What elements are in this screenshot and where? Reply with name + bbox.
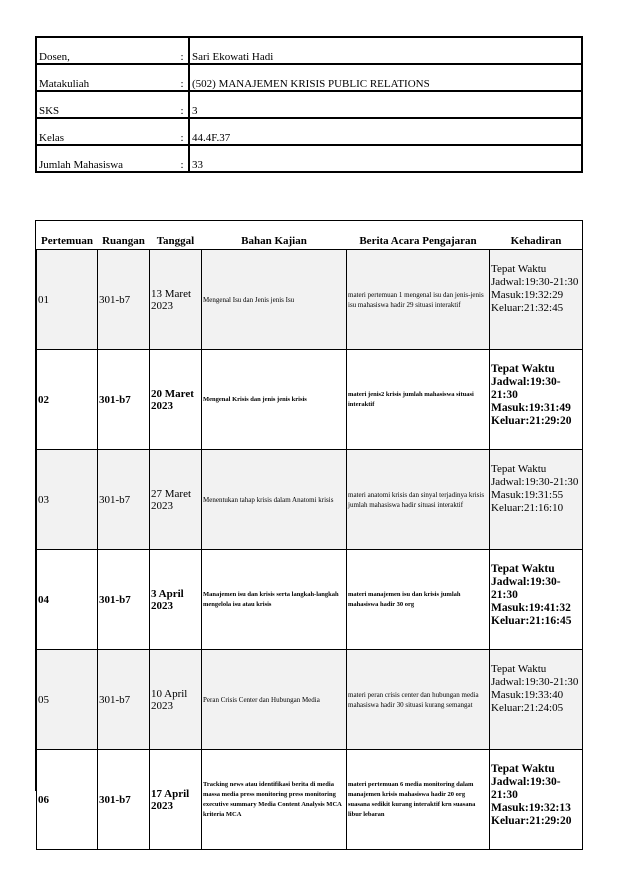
info-value: (502) MANAJEMEN KRISIS PUBLIC RELATIONS bbox=[189, 64, 582, 91]
cell-bahan-kajian: Mengenal Isu dan Jenis jenis Isu bbox=[202, 250, 347, 350]
kehadiran-jadwal: Jadwal:19:30-21:30 bbox=[491, 276, 579, 288]
table-row bbox=[37, 450, 583, 550]
kehadiran-masuk: Masuk:19:33:40 bbox=[491, 689, 564, 701]
kehadiran-keluar: Keluar:21:32:45 bbox=[491, 302, 564, 314]
kehadiran-keluar: Keluar:21:29:20 bbox=[491, 415, 572, 427]
info-label: Matakuliah bbox=[36, 64, 176, 91]
kehadiran-jadwal: Jadwal:19:30-21:30 bbox=[491, 576, 561, 601]
cell-tanggal: 27 Maret 2023 bbox=[150, 450, 202, 550]
attendance-table bbox=[36, 232, 583, 850]
cell-tanggal: 3 April 2023 bbox=[150, 550, 202, 650]
kehadiran-status: Tepat Waktu bbox=[491, 463, 547, 475]
kehadiran-status: Tepat Waktu bbox=[491, 363, 555, 375]
cell-berita-acara: materi anatomi krisis dan sinyal terjadinya krisis jumlah mahasiswa hadir situasi interaktif bbox=[347, 450, 490, 550]
info-row-sks bbox=[36, 91, 582, 118]
cell-bahan-kajian: Tracking news atau identifikasi berita di media massa media press monitoring press monitoring executive summary Media Content Analysis MCA kriteria MCA bbox=[202, 750, 347, 850]
kehadiran-status: Tepat Waktu bbox=[491, 763, 555, 775]
info-value: Sari Ekowati Hadi bbox=[189, 37, 582, 64]
cell-ruangan: 301-b7 bbox=[98, 350, 150, 450]
kehadiran-masuk: Masuk:19:41:32 bbox=[491, 602, 571, 614]
kehadiran-masuk: Masuk:19:31:55 bbox=[491, 489, 564, 501]
info-label: Dosen, bbox=[36, 37, 176, 64]
header-tanggal: Tanggal bbox=[156, 234, 195, 247]
info-separator: : bbox=[176, 118, 189, 145]
cell-pertemuan: 01 bbox=[37, 250, 98, 350]
cell-tanggal: 10 April 2023 bbox=[150, 650, 202, 750]
header-pertemuan: Pertemuan bbox=[41, 234, 93, 247]
table-row bbox=[37, 350, 583, 450]
kehadiran-jadwal: Jadwal:19:30-21:30 bbox=[491, 476, 579, 488]
cell-tanggal: 20 Maret 2023 bbox=[150, 350, 202, 450]
kehadiran-jadwal: Jadwal:19:30-21:30 bbox=[491, 676, 579, 688]
cell-bahan-kajian: Peran Crisis Center dan Hubungan Media bbox=[202, 650, 347, 750]
cell-pertemuan: 03 bbox=[37, 450, 98, 550]
kehadiran-masuk: Masuk:19:32:29 bbox=[491, 289, 564, 301]
cell-kehadiran bbox=[490, 650, 583, 750]
info-row-dosen bbox=[36, 37, 582, 64]
cell-berita-acara: materi manajemen isu dan krisis jumlah mahasiswa hadir 30 org bbox=[347, 550, 490, 650]
info-value: 3 bbox=[189, 91, 582, 118]
info-label: Kelas bbox=[36, 118, 176, 145]
kehadiran-status: Tepat Waktu bbox=[491, 263, 547, 275]
cell-berita-acara: materi pertemuan 1 mengenal isu dan jenis-jenis isu mahasiswa hadir 29 situasi interaktif bbox=[347, 250, 490, 350]
kehadiran-jadwal: Jadwal:19:30-21:30 bbox=[491, 776, 561, 801]
cell-tanggal: 13 Maret 2023 bbox=[150, 250, 202, 350]
cell-ruangan: 301-b7 bbox=[98, 450, 150, 550]
cell-bahan-kajian: Menentukan tahap krisis dalam Anatomi krisis bbox=[202, 450, 347, 550]
info-value: 33 bbox=[189, 145, 582, 172]
course-info-table bbox=[35, 36, 583, 173]
header-kehadiran: Kehadiran bbox=[510, 234, 562, 247]
header-bahan-kajian: Bahan Kajian bbox=[241, 234, 307, 247]
cell-ruangan: 301-b7 bbox=[98, 750, 150, 850]
info-row-jumlah-mahasiswa bbox=[36, 145, 582, 172]
cell-pertemuan: 06 bbox=[37, 750, 98, 850]
info-value: 44.4F.37 bbox=[189, 118, 582, 145]
cell-kehadiran bbox=[490, 550, 583, 650]
cell-kehadiran bbox=[490, 750, 583, 850]
cell-pertemuan: 02 bbox=[37, 350, 98, 450]
cell-bahan-kajian: Manajemen isu dan krisis serta langkah-langkah mengelola isu atau krisis bbox=[202, 550, 347, 650]
cell-ruangan: 301-b7 bbox=[98, 550, 150, 650]
info-separator: : bbox=[176, 37, 189, 64]
info-separator: : bbox=[176, 145, 189, 172]
table-row bbox=[37, 650, 583, 750]
kehadiran-status: Tepat Waktu bbox=[491, 563, 555, 575]
header-berita-acara: Berita Acara Pengajaran bbox=[359, 234, 477, 247]
cell-kehadiran bbox=[490, 450, 583, 550]
info-label: SKS bbox=[36, 91, 176, 118]
cell-pertemuan: 05 bbox=[37, 650, 98, 750]
table-row bbox=[37, 250, 583, 350]
info-separator: : bbox=[176, 64, 189, 91]
info-row-matakuliah bbox=[36, 64, 582, 91]
kehadiran-keluar: Keluar:21:16:10 bbox=[491, 502, 564, 514]
kehadiran-keluar: Keluar:21:24:05 bbox=[491, 702, 564, 714]
cell-ruangan: 301-b7 bbox=[98, 650, 150, 750]
cell-ruangan: 301-b7 bbox=[98, 250, 150, 350]
info-row-kelas bbox=[36, 118, 582, 145]
table-row bbox=[37, 750, 583, 850]
cell-tanggal: 17 April 2023 bbox=[150, 750, 202, 850]
info-separator: : bbox=[176, 91, 189, 118]
kehadiran-status: Tepat Waktu bbox=[491, 663, 547, 675]
kehadiran-keluar: Keluar:21:16:45 bbox=[491, 615, 572, 627]
cell-bahan-kajian: Mengenal Krisis dan jenis jenis krisis bbox=[202, 350, 347, 450]
cell-berita-acara: materi jenis2 krisis jumlah mahasiswa situasi interaktif bbox=[347, 350, 490, 450]
header-ruangan: Ruangan bbox=[102, 234, 145, 247]
table-row bbox=[37, 550, 583, 650]
kehadiran-keluar: Keluar:21:29:20 bbox=[491, 815, 572, 827]
cell-berita-acara: materi peran crisis center dan hubungan media mahasiswa hadir 30 situasi kurang semangat bbox=[347, 650, 490, 750]
cell-pertemuan: 04 bbox=[37, 550, 98, 650]
cell-kehadiran bbox=[490, 250, 583, 350]
kehadiran-masuk: Masuk:19:31:49 bbox=[491, 402, 571, 414]
kehadiran-masuk: Masuk:19:32:13 bbox=[491, 802, 571, 814]
kehadiran-jadwal: Jadwal:19:30-21:30 bbox=[491, 376, 561, 401]
table-header-row bbox=[37, 232, 583, 250]
info-label: Jumlah Mahasiswa bbox=[36, 145, 176, 172]
cell-kehadiran bbox=[490, 350, 583, 450]
cell-berita-acara: materi pertemuan 6 media monitoring dalam manajemen krisis mahasiswa hadir 20 org suasana sedikit kurang interaktif krn suasana libur lebaran bbox=[347, 750, 490, 850]
